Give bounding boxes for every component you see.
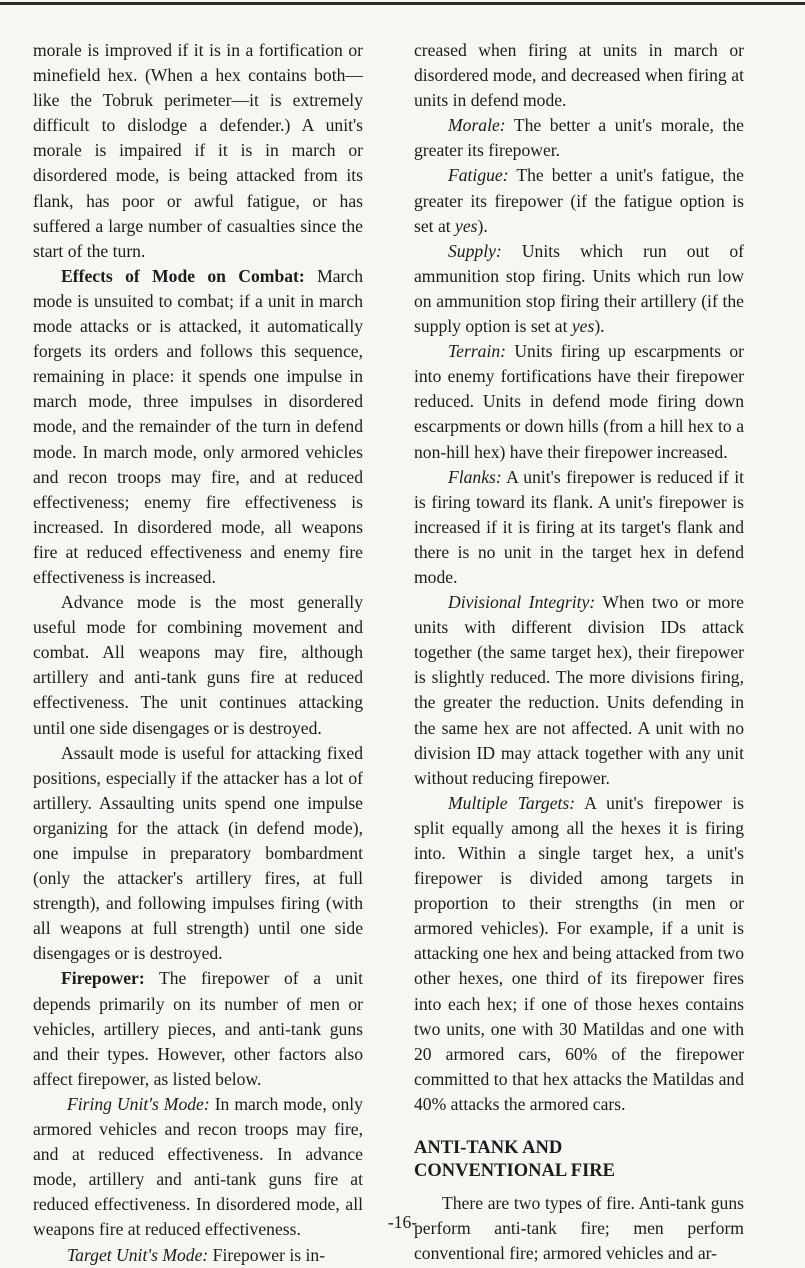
run-in-heading-effects-of-mode: Effects of Mode on Combat: (61, 265, 305, 286)
paragraph-morale (414, 113, 744, 163)
paragraph-text: ). (477, 215, 488, 236)
paragraph-text: March mode is unsuited to combat; if a unit in march mode attacks or is attacked, it automatically forgets its orders and follows this sequence, remaining in place: it spends one impulse in march mode, three impulses in disordered mode, and the remainder of the turn in defend mode. In march mode, only armored vehicles and recon troops may fire, and at reduced effectiveness; enemy fire effectiveness is increased. In disordered mode, all weapons fire at reduced effectiveness and enemy fire effectiveness is increased. (33, 265, 363, 587)
heading-line-1: ANTI-TANK AND (414, 1138, 563, 1159)
right-column (414, 38, 744, 1266)
paragraph-text: The firepower of a unit depends primarily on its number of men or vehicles, artillery pieces, and anti-tank guns and their types. However, other factors also affect firepower, as listed below. (33, 968, 363, 1089)
paragraph-advance-mode: Advance mode is the most generally useful mode for combining movement and combat. All weapons may fire, although artillery and anti-tank guns fire at reduced effectiveness. The unit continues attacking until one side disengages or is destroyed. (33, 592, 363, 738)
term-flanks: Flanks: (448, 466, 502, 487)
section-heading-anti-tank-fire (414, 1137, 744, 1183)
paragraph-text: Firepower is in- (208, 1244, 326, 1265)
paragraph-terrain (414, 339, 744, 464)
paragraph-firepower (33, 966, 363, 1091)
page-number: -16- (387, 1212, 418, 1232)
top-rule (0, 2, 805, 5)
term-firing-unit-mode: Firing Unit's Mode: (67, 1093, 210, 1114)
term-terrain: Terrain: (448, 341, 507, 362)
paragraph-target-mode-cont: creased when firing at units in march or disordered mode, and decreased when firing at units in defend mode. (414, 40, 744, 111)
paragraph-text: The better a unit's fatigue, the greater its firepower (if the fatigue option is set at (414, 165, 744, 236)
paragraph-effects-of-mode (33, 264, 363, 590)
paragraph-fatigue (414, 163, 744, 238)
term-target-unit-mode: Target Unit's Mode: (67, 1244, 209, 1265)
paragraph-supply (414, 239, 744, 339)
term-divisional-integrity: Divisional Integrity: (448, 592, 596, 613)
term-supply: Supply: (448, 240, 502, 261)
paragraph-divisional-integrity (414, 590, 744, 791)
paragraph-assault-mode: Assault mode is useful for attacking fixed positions, especially if the attacker has a lot of artillery. Assaulting units spend one impulse organizing for the attack (in defend mode), one impulse in preparatory bombardment (only the attacker's artillery fires, at full strength), and following impulses firing (with all weapons at full strength) until one side disengages or is destroyed. (33, 742, 363, 964)
paragraph-fire-types: There are two types of fire. Anti-tank guns perform anti-tank fire; men perform conventional fire; armored vehicles and ar- (414, 1193, 744, 1264)
paragraph-morale-cont: morale is improved if it is in a fortification or minefield hex. (When a hex contains both—like the Tobruk perimeter—it is extremely difficult to dislodge a defender.) A unit's morale is impaired if it is in march or disordered mode, is being attacked from its flank, has poor or awful fatigue, or has suffered a large number of casualties since the start of the turn. (33, 40, 363, 261)
paragraph-target-unit-mode (33, 1243, 363, 1268)
paragraph-text: Units firing up escarpments or into enemy fortifications have their firepower reduced. Units in defend mode firing down escarpments or down hills (from a hill hex to a non-hill hex) have their firepower increased. (414, 341, 744, 462)
paragraph-text: A unit's firepower is split equally among all the hexes it is firing into. Within a single target hex, a unit's firepower is divided among targets in proportion to their strengths (in men or armored vehicles). For example, if a unit is attacking one hex and being attacked from two other hexes, one third of its firepower fires into each hex; if one of those hexes contains two units, one with 30 Matildas and one with 20 armored cars, 60% of the firepower committed to that hex attacks the Matildas and 40% attacks the armored cars. (414, 792, 744, 1114)
paragraph-text: The better a unit's morale, the greater its firepower. (414, 115, 744, 161)
option-value-yes: yes (571, 316, 595, 337)
run-in-heading-firepower: Firepower: (61, 968, 145, 989)
heading-line-2: CONVENTIONAL FIRE (414, 1161, 615, 1182)
paragraph-flanks (414, 465, 744, 590)
term-morale: Morale: (448, 115, 506, 136)
term-multiple-targets: Multiple Targets: (448, 792, 576, 813)
paragraph-text: A unit's firepower is reduced if it is firing toward its flank. A unit's firepower is increased if it is firing at its target's flank and there is no unit in the target hex in defend mode. (414, 466, 744, 587)
paragraph-text: In march mode, only armored vehicles and recon troops may fire, and at reduced effectiveness. In advance mode, artillery and anti-tank guns fire at reduced effectiveness. In disordered mode, all weapons fire at reduced effectiveness. (33, 1093, 363, 1240)
option-value-yes: yes (455, 215, 478, 236)
left-column (33, 38, 363, 1268)
term-fatigue: Fatigue: (448, 165, 509, 186)
paragraph-multiple-targets (414, 791, 744, 1117)
paragraph-text: Units which run out of ammunition stop firing. Units which run low on ammunition stop firing their artillery (if the supply option is set at (414, 240, 744, 337)
paragraph-text: ). (594, 316, 605, 337)
paragraph-text: When two or more units with different division IDs attack together (the same target hex), their firepower is slightly reduced. The more divisions firing, the greater the reduction. Units defending in the same hex are not affected. A unit with no division ID may attack together with any unit without reducing firepower. (414, 592, 744, 788)
